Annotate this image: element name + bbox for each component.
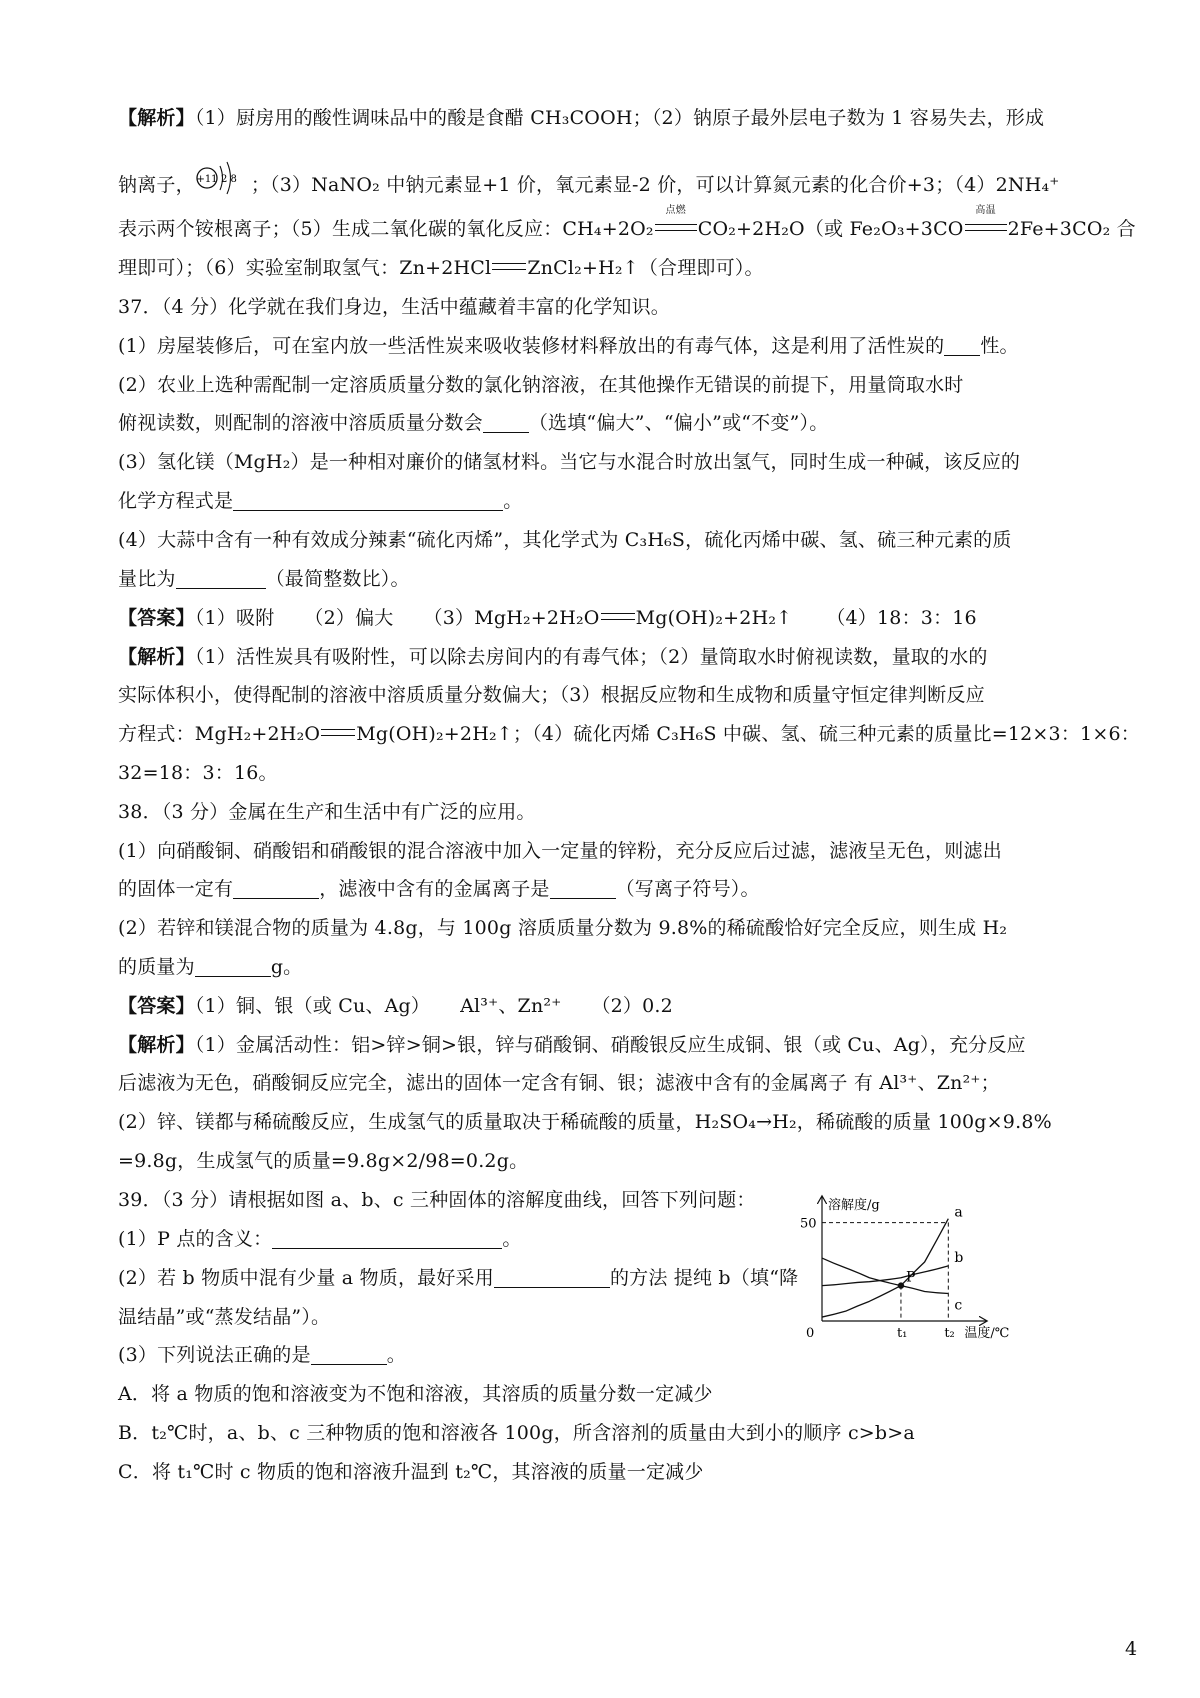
nucleus-charge: +11 [196,174,218,185]
answer-blank[interactable] [195,956,271,977]
q38-analysis-line4: =9.8g，生成氢气的质量=9.8g×2/98=0.2g。 [118,1150,529,1172]
origin-label: 0 [806,1326,815,1341]
q37-analysis-line2: 实际体积小，使得配制的溶液中溶质质量分数偏大；（3）根据反应物和生成物和质量守恒定律判断反应 [118,684,985,706]
q37-part3-line2: 化学方程式是 。 [118,490,523,512]
q38-analysis-line3: (2）锌、镁都与稀硫酸反应，生成氢气的质量取决于稀硫酸的质量，H₂SO₄→H₂，稀硫酸的质量 100g×9.8% [118,1111,1052,1133]
q37-part4-line2: 量比为 （最简整数比）。 [118,568,410,590]
chart-curves [822,1219,948,1317]
q37-analysis-line3: 方程式：MgH₂+2H₂O Mg(OH)₂+2H₂↑；（4）硫化丙烯 C₃H₆S 中碳、氢、硫三种元素的质量比=12×3：1×6： [118,723,1140,745]
x-tick-t1: t₁ [896,1326,908,1341]
q37-analysis-line1: 【解析】（1）活性炭具有吸附性，可以除去房间内的有毒气体；（2）量筒取水时俯视读数，量取的水的 [118,646,988,668]
answer-blank[interactable] [494,1267,610,1288]
point-p [898,1282,904,1288]
q39-part3: (3）下列说法正确的是 。 [118,1344,406,1366]
y-tick-50: 50 [800,1216,817,1232]
q37-title: 37．（4 分）化学就在我们身边，生活中蕴藏着丰富的化学知识。 [118,296,671,318]
x-tick-t2: t₂ [944,1326,955,1341]
answer-blank[interactable] [233,878,319,899]
curve-label-a: a [954,1204,963,1221]
answer-blank[interactable] [233,490,503,511]
answer-blank[interactable] [272,1228,502,1249]
solubility-curve-chart [800,1193,1010,1353]
equation-sign-heat: 高温 [964,216,1008,242]
x-axis-label: 温度/℃ [964,1326,1010,1341]
q37-part1: (1）房屋装修后，可在室内放一些活性炭来吸收装修材料释放出的有毒气体，这是利用了活性炭的 性。 [118,335,1019,357]
curve-label-b: b [954,1249,964,1266]
chart-labels [800,1197,1009,1341]
q38-analysis-line2: 后滤液为无色，硝酸铜反应完全，滤出的固体一定含有铜、银；滤液中含有的金属离子 有 Al³⁺、Zn²⁺； [118,1072,1000,1094]
q37-part3-line1: (3）氢化镁（MgH₂）是一种相对廉价的储氢材料。当它与水混合时放出氢气，同时生成一种碱，该反应的 [118,451,1021,473]
q39-part1: (1）P 点的含义： 。 [118,1228,522,1250]
q37-part2-line2: 俯视读数，则配制的溶液中溶质质量分数会 （选填“偏大”、“偏小”或“不变”）。 [118,412,829,434]
answer-blank[interactable] [944,335,980,356]
chart-guides [822,1223,948,1321]
q36-analysis-line4: 理即可）；（6）实验室制取氢气：Zn+2HCl ZnCl₂+H₂↑（合理即可）。 [118,257,764,279]
q39-part2-line1: (2）若 b 物质中混有少量 a 物质，最好采用 的方法 提纯 b（填“降 [118,1267,799,1289]
q38-analysis-line1: 【解析】（1）金属活动性：铝>锌>铜>银，锌与硝酸铜、硝酸银反应生成铜、银（或 Cu、Ag），充分反应 [118,1034,1026,1056]
q37-analysis-line4: 32=18：3：16。 [118,762,278,784]
curve-c [822,1258,948,1293]
q36-analysis-line2: 钠离子， ；（3）NaNO₂ 中钠元素显+1 价，氧元素显-2 价，可以计算氮元素的化合价+3；（4）2NH₄⁺ [118,174,1060,196]
q38-part2-line2: 的质量为 g。 [118,956,303,978]
answer-blank[interactable] [550,878,616,899]
curve-a [822,1219,948,1317]
q37-part2-line1: (2）农业上选种需配制一定溶质质量分数的氯化钠溶液，在其他操作无错误的前提下，用量筒取水时 [118,374,964,396]
q39-title: 39．（3 分）请根据如图 a、b、c 三种固体的溶解度曲线，回答下列问题： [118,1189,756,1211]
q39-option-a[interactable]: A．将 a 物质的饱和溶液变为不饱和溶液，其溶质的质量分数一定减少 [118,1383,713,1405]
q39-option-c[interactable]: C．将 t₁℃时 c 物质的饱和溶液升温到 t₂℃，其溶液的质量一定减少 [118,1461,704,1483]
q36-analysis-line1: 【解析】（1）厨房用的酸性调味品中的酸是食醋 CH₃COOH；（2）钠原子最外层电子数为 1 容易失去，形成 [118,107,1045,129]
answer-blank[interactable] [311,1344,387,1365]
q37-part4-line1: (4）大蒜中含有一种有效成分辣素“硫化丙烯”，其化学式为 C₃H₆S，硫化丙烯中碳、氢、硫三种元素的质 [118,529,1012,551]
q38-part1-line2: 的固体一定有 ，滤液中含有的金属离子是 （写离子符号）。 [118,878,760,900]
answer-blank[interactable] [176,568,266,589]
q39-option-b[interactable]: B．t₂℃时，a、b、c 三种物质的饱和溶液各 100g，所含溶剂的质量由大到小的顺序 c>b>a [118,1422,915,1444]
curve-label-c: c [954,1297,963,1314]
q38-title: 38．（3 分）金属在生产和生活中有广泛的应用。 [118,801,536,823]
q38-part1-line1: (1）向硝酸铜、硝酸铝和硝酸银的混合溶液中加入一定量的锌粉，充分反应后过滤，滤液呈无色，则滤出 [118,840,1002,862]
y-axis-label: 溶解度/g [828,1198,880,1213]
q36-analysis-line3: 表示两个铵根离子；（5）生成二氧化碳的氧化反应：CH₄+2O₂ 点燃 CO₂+2H₂O（或 Fe₂O₃+3CO 高温 2Fe+3CO₂ 合 [118,205,1136,240]
page-number: 4 [1125,1638,1138,1660]
q38-part2-line1: (2）若锌和镁混合物的质量为 4.8g，与 100g 溶质质量分数为 9.8%的稀硫酸恰好完全反应，则生成 H₂ [118,917,1008,939]
analysis-tag: 【解析】 [118,107,195,129]
q39-part2-line2: 温结晶”或“蒸发结晶”）。 [118,1306,331,1328]
equals-sign [492,263,526,270]
shell-electrons: 2 8 [221,174,237,185]
answer-blank[interactable] [483,412,529,433]
q38-answer: 【答案】（1）铜、银（或 Cu、Ag） Al³⁺、Zn²⁺ （2）0.2 [118,995,673,1017]
q37-answer: 【答案】（1）吸附 （2）偏大 （3）MgH₂+2H₂O Mg(OH)₂+2H₂↑ （4）18：3：16 [118,607,977,629]
curve-b [822,1266,948,1286]
point-p-label: P [905,1269,916,1286]
equation-sign-ignite: 点燃 [654,216,698,242]
